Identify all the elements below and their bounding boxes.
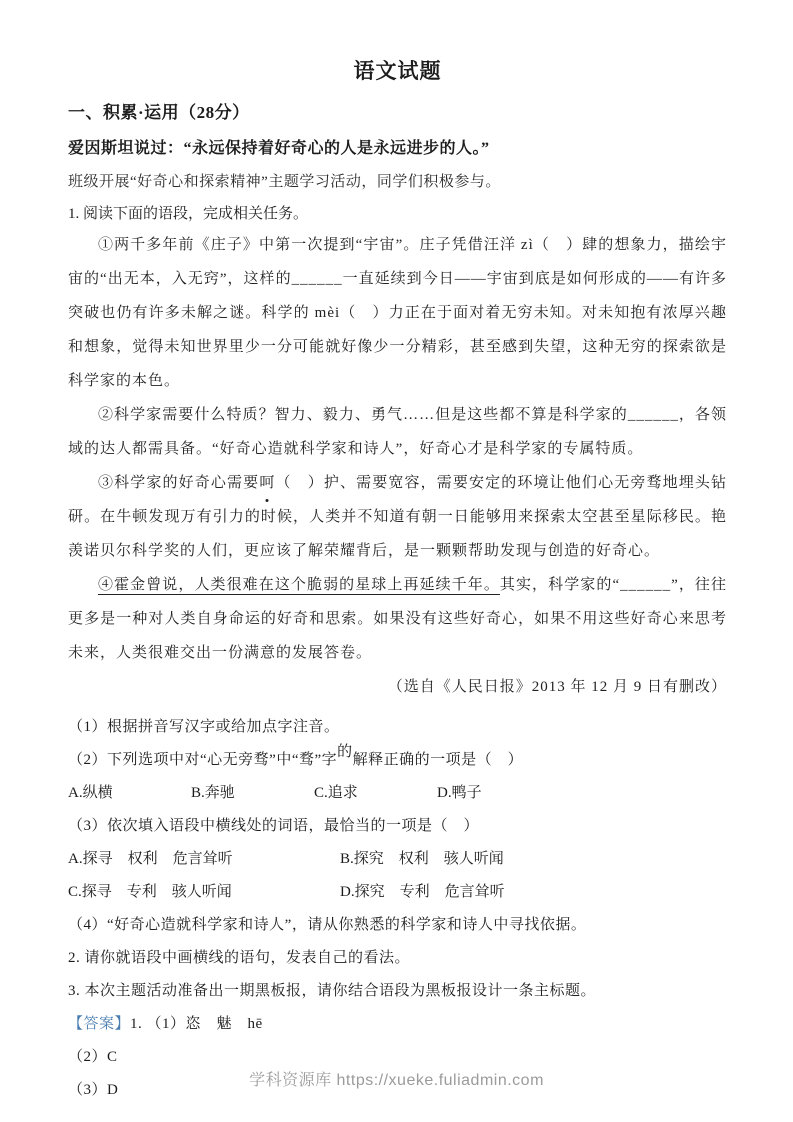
- underlined-sentence: ④霍金曾说，人类很难在这个脆弱的星球上再延续千年。: [98, 577, 500, 593]
- passage-paragraph-4: [68, 568, 727, 670]
- answer-item-1: 1. （1）恣 魅 hē: [130, 1016, 263, 1032]
- sub-question-4: （4）“好奇心造就科学家和诗人”，请从你熟悉的科学家和诗人中寻找依据。: [68, 917, 587, 933]
- section-heading: 一、积累·运用（28分）: [68, 103, 250, 122]
- question-3: 3. 本次主题活动准备出一期黑板报，请你结合语段为黑板报设计一条主标题。: [68, 983, 597, 999]
- page-title: 语文试题: [353, 59, 442, 83]
- passage-paragraph-3: [68, 466, 727, 568]
- option-a: A.探寻 权利 危言耸听: [68, 851, 233, 867]
- sub2-options-row: [68, 783, 727, 803]
- footer-watermark: 学科资源库 https://xueke.fuliadmin.com: [249, 1072, 544, 1089]
- option-c: C.探寻 专利 骇人听闻: [68, 884, 232, 900]
- option-d: D.探究 专利 危言耸听: [340, 884, 505, 900]
- answer-label: 【答案】: [68, 1016, 131, 1032]
- dotted-emphasis-char: 呵: [259, 466, 275, 500]
- option-c: C.追求: [314, 785, 358, 801]
- answer-line-1: [68, 1014, 727, 1034]
- sub2-text-post: 解释正确的一项是（ ）: [352, 752, 524, 768]
- passage-paragraph-1: ①两千多年前《庄子》中第一次提到“宇宙”。庄子凭借汪洋 zì（ ）肆的想象力，描绘宇宙的“出无本，入无窍”，这样的______一直延续到今日——宇宙到底是如何形成的——有许多突破也仍有许多未解之谜。科学的 mèi（ ）力正在于面对着无穷未知。对未知抱有浓厚兴趣和想象，觉得未知世界里少一分可能就好像少一分精彩，甚至感到失望，这种无穷的探索欲是科学家的本色。: [68, 237, 727, 389]
- option-d: D.鸭子: [437, 785, 482, 801]
- activity-intro: 班级开展“好奇心和探索精神”主题学习活动，同学们积极参与。: [68, 174, 501, 190]
- einstein-quote: 爱因斯坦说过：“永远保持着好奇心的人是永远进步的人。”: [68, 140, 490, 157]
- sub-question-3: （3）依次填入语段中横线处的词语，最恰当的一项是（ ）: [68, 818, 480, 834]
- answer-line-3: （3）D: [68, 1082, 119, 1098]
- answer-line-2: （2）C: [68, 1049, 118, 1065]
- paragraph4-rest: 其实，科学家的“______”，往往更多是一种对人类自身命运的好奇和思索。如果没有这些好奇心，如果不用这些好奇心来思考未来，人类很难交出一份满意的发展答卷。: [68, 577, 727, 661]
- sub-question-2: [68, 743, 727, 770]
- paragraph3-pre: ③科学家的好奇心需要: [98, 475, 260, 491]
- question-2: 2. 请你就语段中画横线的语句，发表自己的看法。: [68, 950, 411, 966]
- paragraph3-post: （ ）护、需要宽容，需要安定的环境让他们心无旁骛地埋头钻研。在牛顿发现万有引力的时候，人类并不知道有朝一日能够用来探索太空甚至星际移民。艳羡诺贝尔科学奖的人们，更应该了解荣耀背后，是一颗颗帮助发现与创造的好奇心。: [68, 475, 727, 559]
- sub3-options-row-2: [68, 882, 727, 902]
- sub2-superscript: 的: [337, 743, 353, 760]
- source-attribution: （选自《人民日报》2013 年 12 月 9 日有删改）: [387, 679, 727, 695]
- option-b: B.探究 权利 骇人听闻: [340, 851, 504, 867]
- sub-question-1: （1）根据拼音写汉字或给加点字注音。: [68, 719, 340, 735]
- sub3-options-row-1: [68, 849, 727, 869]
- passage-paragraph-2: ②科学家需要什么特质？智力、毅力、勇气……但是这些都不算是科学家的______，各领域的达人都需具备。“好奇心造就科学家和诗人”，好奇心才是科学家的专属特质。: [68, 407, 727, 457]
- sub2-text-pre: （2）下列选项中对“心无旁骛”中“骛”字: [68, 752, 338, 768]
- option-b: B.奔驰: [191, 785, 235, 801]
- question1-stem: 1. 阅读下面的语段，完成相关任务。: [68, 206, 309, 222]
- option-a: A.纵横: [68, 785, 113, 801]
